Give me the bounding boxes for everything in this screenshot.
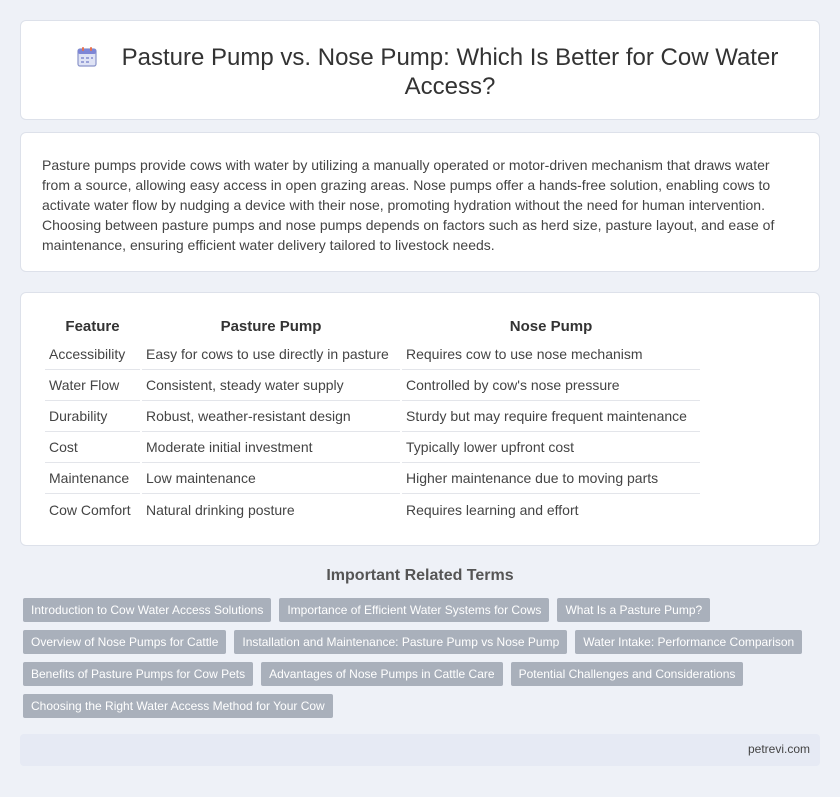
table-row bbox=[45, 463, 700, 494]
related-term-tag[interactable]: What Is a Pasture Pump? bbox=[557, 598, 710, 622]
feature-cell: Maintenance bbox=[45, 463, 140, 494]
table-row bbox=[45, 370, 700, 401]
intro-paragraph: Pasture pumps provide cows with water by utilizing a manually operated or motor-driven mechanism that draws water from a source, allowing easy access in open grazing areas. Nose pumps offer a hands-free solution, enabling cows to activate water flow by nudging a device with their nose, promoting hydration without the need for human intervention. Choosing between pasture pumps and nose pumps depends on factors such as herd size, pasture layout, and ease of maintenance, ensuring efficient water delivery tailored to livestock needs. bbox=[42, 157, 775, 253]
comparison-table bbox=[43, 313, 702, 525]
pasture-pump-cell: Moderate initial investment bbox=[142, 432, 400, 463]
related-term-tag[interactable]: Overview of Nose Pumps for Cattle bbox=[23, 630, 226, 654]
pasture-pump-cell: Robust, weather-resistant design bbox=[142, 401, 400, 432]
table-row bbox=[45, 494, 700, 525]
related-term-tag[interactable]: Advantages of Nose Pumps in Cattle Care bbox=[261, 662, 502, 686]
related-term-tag[interactable]: Installation and Maintenance: Pasture Pump vs Nose Pump bbox=[234, 630, 567, 654]
header-nose-pump: Nose Pump bbox=[509, 317, 593, 335]
feature-cell: Cost bbox=[45, 432, 140, 463]
related-terms-heading: Important Related Terms bbox=[326, 567, 514, 584]
feature-cell: Water Flow bbox=[45, 370, 140, 401]
table-header-row bbox=[45, 313, 700, 339]
feature-cell: Accessibility bbox=[45, 339, 140, 370]
nose-pump-cell: Higher maintenance due to moving parts bbox=[402, 463, 700, 494]
table-row bbox=[45, 401, 700, 432]
related-term-tag[interactable]: Water Intake: Performance Comparison bbox=[575, 630, 802, 654]
nose-pump-cell: Typically lower upfront cost bbox=[402, 432, 700, 463]
pasture-pump-cell: Natural drinking posture bbox=[146, 501, 295, 518]
page-title: Pasture Pump vs. Nose Pump: Which Is Better for Cow Water Access? bbox=[121, 44, 779, 100]
nose-pump-cell: Sturdy but may require frequent maintenance bbox=[402, 401, 700, 432]
footer bbox=[20, 734, 820, 766]
header-feature: Feature bbox=[65, 317, 120, 335]
related-term-tag[interactable]: Choosing the Right Water Access Method for Your Cow bbox=[23, 694, 333, 718]
related-term-tag[interactable]: Introduction to Cow Water Access Solutions bbox=[23, 598, 271, 622]
title-card bbox=[20, 20, 820, 120]
footer-site-name[interactable]: petrevi.com bbox=[747, 742, 810, 756]
table-row bbox=[45, 432, 700, 463]
nose-pump-cell: Requires learning and effort bbox=[406, 501, 579, 518]
related-terms-list bbox=[23, 598, 813, 718]
related-term-tag[interactable]: Benefits of Pasture Pumps for Cow Pets bbox=[23, 662, 253, 686]
feature-cell: Durability bbox=[45, 401, 140, 432]
pasture-pump-cell: Easy for cows to use directly in pasture bbox=[142, 339, 400, 370]
feature-cell: Cow Comfort bbox=[49, 501, 131, 518]
comparison-card bbox=[20, 292, 820, 546]
related-term-tag[interactable]: Potential Challenges and Considerations bbox=[511, 662, 744, 686]
pasture-pump-cell: Consistent, steady water supply bbox=[142, 370, 400, 401]
pasture-pump-cell: Low maintenance bbox=[142, 463, 400, 494]
nose-pump-cell: Requires cow to use nose mechanism bbox=[402, 339, 700, 370]
table-row bbox=[45, 339, 700, 370]
intro-card bbox=[20, 132, 820, 272]
nose-pump-cell: Controlled by cow's nose pressure bbox=[402, 370, 700, 401]
header-pasture-pump: Pasture Pump bbox=[220, 317, 322, 335]
related-term-tag[interactable]: Importance of Efficient Water Systems for Cows bbox=[279, 598, 549, 622]
